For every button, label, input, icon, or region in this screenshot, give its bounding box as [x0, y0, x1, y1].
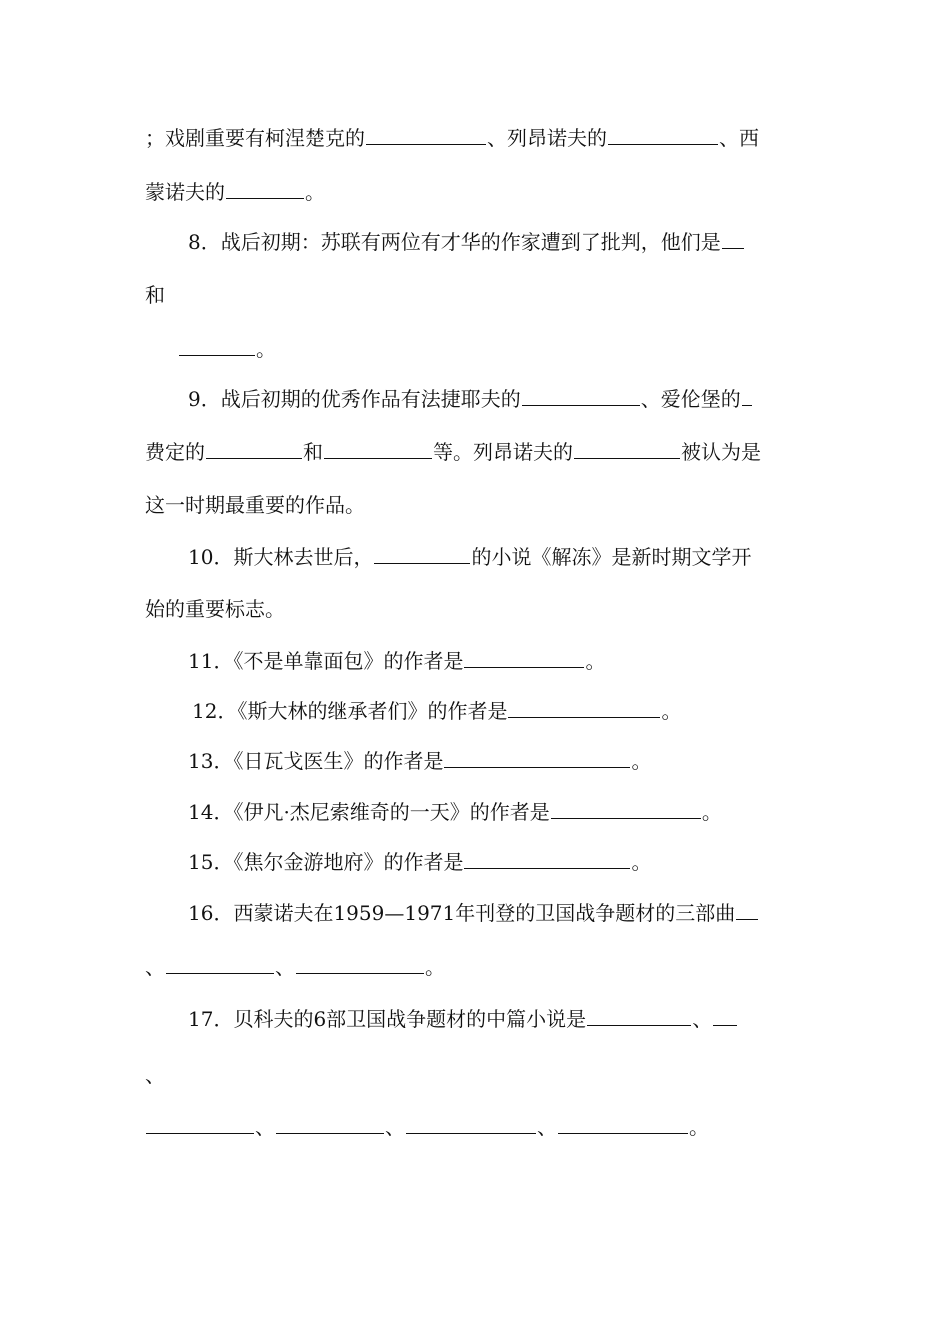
q9-text-e: 等。列昂诺夫的	[433, 440, 573, 464]
answer-blank[interactable]	[742, 387, 752, 406]
q10-text-b: 的小说《解冻》是新时期文学开	[471, 545, 752, 569]
q8-line-3	[178, 337, 276, 361]
answer-blank[interactable]	[324, 440, 432, 459]
q9-text-g: 这一时期最重要的作品。	[145, 493, 365, 517]
answer-blank[interactable]	[587, 1007, 691, 1026]
q9-text-a: 9．战后初期的优秀作品有法捷耶夫的	[188, 387, 521, 411]
answer-blank[interactable]	[226, 180, 304, 199]
q7-text-c: 、西	[719, 126, 759, 150]
q7-text-e: 。	[305, 180, 325, 204]
q10-text-c: 始的重要标志。	[145, 597, 285, 621]
q10-line-2	[145, 597, 285, 621]
answer-blank[interactable]	[464, 850, 630, 869]
q7-text-b: 、列昂诺夫的	[487, 126, 607, 150]
answer-blank[interactable]	[736, 901, 758, 920]
q10-line-1	[188, 545, 751, 569]
q9-line-3	[145, 493, 365, 517]
q16-line-2	[145, 955, 445, 979]
answer-blank[interactable]	[374, 545, 470, 564]
q12-line	[192, 699, 681, 723]
q14-text-end: 。	[701, 800, 722, 824]
answer-blank[interactable]	[406, 1115, 536, 1134]
answer-blank[interactable]	[574, 440, 680, 459]
q15-line	[188, 850, 651, 874]
q17-text: 17．贝科夫的6部卫国战争题材的中篇小说是	[188, 1007, 587, 1031]
q13-line	[188, 749, 651, 773]
q13-text-end: 。	[631, 749, 652, 773]
q7-text-d: 蒙诺夫的	[145, 180, 225, 204]
q11-line	[188, 649, 605, 673]
answer-blank[interactable]	[508, 699, 660, 718]
q9-line-1	[188, 387, 753, 411]
q16-text-end: 。	[425, 955, 445, 979]
q7-line-1	[145, 126, 759, 150]
q17-text-sep-3: 、	[255, 1115, 275, 1139]
q9-text-c: 费定的	[145, 440, 205, 464]
q17-line-3	[145, 1115, 709, 1139]
answer-blank[interactable]	[366, 126, 486, 145]
q10-text-a: 10．斯大林去世后，	[188, 545, 374, 569]
q9-text-d: 和	[303, 440, 323, 464]
q12-text-end: 。	[661, 699, 682, 723]
answer-blank[interactable]	[296, 955, 424, 974]
answer-blank[interactable]	[551, 800, 701, 819]
answer-blank[interactable]	[179, 337, 255, 356]
answer-blank[interactable]	[146, 1115, 254, 1134]
answer-blank[interactable]	[166, 955, 274, 974]
q11-text: 11．《不是单靠面包》的作者是	[188, 649, 464, 673]
answer-blank[interactable]	[722, 230, 744, 249]
q14-text: 14．《伊凡·杰尼索维奇的一天》的作者是	[188, 800, 550, 824]
answer-blank[interactable]	[558, 1115, 688, 1134]
q16-text-mid: 、	[275, 955, 295, 979]
q17-line-2	[145, 1063, 165, 1087]
q9-line-2	[145, 440, 761, 464]
q16-line-1	[188, 901, 759, 925]
q15-text-end: 。	[631, 850, 652, 874]
q17-line-1	[188, 1007, 738, 1031]
answer-blank[interactable]	[522, 387, 640, 406]
q16-text-sep: 、	[145, 955, 165, 979]
q12-text: 12．《斯大林的继承者们》的作者是	[192, 699, 508, 723]
q9-text-f: 被认为是	[681, 440, 761, 464]
q8-line-2	[145, 283, 165, 307]
q8-text-end: 。	[256, 337, 276, 361]
q8-text: 8．战后初期：苏联有两位有才华的作家遭到了批判，他们是	[188, 230, 721, 254]
answer-blank[interactable]	[608, 126, 718, 145]
q17-text-sep-4: 、	[385, 1115, 405, 1139]
q7-line-2	[145, 180, 325, 204]
q17-text-sep: 、	[692, 1007, 713, 1031]
answer-blank[interactable]	[276, 1115, 384, 1134]
answer-blank[interactable]	[713, 1007, 737, 1026]
q11-text-end: 。	[585, 649, 606, 673]
q15-text: 15．《焦尔金游地府》的作者是	[188, 850, 464, 874]
q16-text: 16．西蒙诺夫在1959—1971年刊登的卫国战争题材的三部曲	[188, 901, 736, 925]
q9-text-b: 、爱伦堡的	[640, 387, 741, 411]
q8-line-1	[188, 230, 745, 254]
answer-blank[interactable]	[464, 649, 584, 668]
q13-text: 13．《日瓦戈医生》的作者是	[188, 749, 444, 773]
q7-text-a: ；戏剧重要有柯涅楚克的	[145, 126, 365, 150]
answer-blank[interactable]	[206, 440, 302, 459]
q8-text-and: 和	[145, 283, 165, 307]
q14-line	[188, 800, 722, 824]
q17-text-sep-2: 、	[145, 1063, 165, 1087]
q17-text-end: 。	[689, 1115, 709, 1139]
q17-text-sep-5: 、	[537, 1115, 557, 1139]
answer-blank[interactable]	[444, 749, 630, 768]
